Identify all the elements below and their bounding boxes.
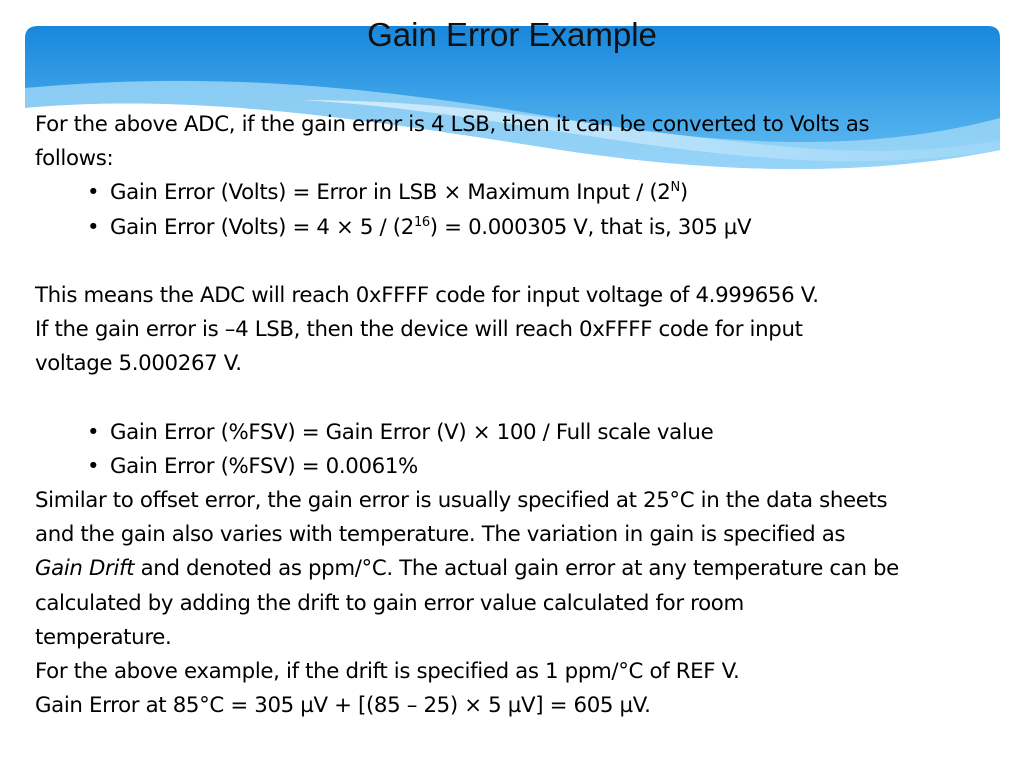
intro-line-1: For the above ADC, if the gain error is 4 LSB, then it can be converted to Volts as (35, 112, 870, 137)
bullet-text: Gain Error (%FSV) = Gain Error (V) × 100 / Full scale value (110, 419, 714, 445)
bullet-text: Gain Error (Volts) = Error in LSB × Maximum Input / (2 (110, 180, 671, 206)
temperature-line-1: Similar to offset error, the gain error is usually specified at 25°C in the data sheets (35, 488, 888, 514)
intro-line-2: follows: (35, 146, 114, 172)
spacer (35, 245, 1015, 279)
temperature-line-3 (35, 552, 1015, 586)
bullet-text-end: ) (679, 180, 688, 206)
temperature-line-4: calculated by adding the drift to gain error value calculated for room (35, 590, 744, 616)
bullet-text: Gain Error (Volts) = 4 × 5 / (2 (110, 214, 414, 240)
bullet-mark: • (87, 180, 100, 206)
drift-result-line: Gain Error at 85°C = 305 µV + [(85 – 25) × 5 µV] = 605 µV. (35, 693, 651, 719)
spacer (35, 382, 1015, 416)
bullet-superscript: N (670, 180, 680, 196)
bullet-text: Gain Error (%FSV) = 0.0061% (110, 453, 418, 479)
temperature-line-3-rest: and denoted as ppm/°C. The actual gain error at any temperature can be (134, 556, 899, 582)
bullet-mark: • (87, 214, 100, 240)
bullet-text-end: ) = 0.000305 V, that is, 305 µV (429, 214, 752, 240)
drift-example-line: For the above example, if the drift is specified as 1 ppm/°C of REF V. (35, 659, 740, 684)
bullet-formula-example (35, 211, 1015, 245)
negative-gain-line-1: If the gain error is –4 LSB, then the device will reach 0xFFFF code for input (35, 317, 803, 343)
bullet-mark: • (87, 419, 100, 445)
bullet-fsv-value (35, 450, 1015, 484)
slide-body (35, 108, 1015, 723)
slide-title: Gain Error Example (367, 16, 657, 53)
bullet-mark: • (87, 453, 100, 479)
temperature-line-5: temperature. (35, 624, 172, 650)
bullet-formula-general (35, 176, 1015, 210)
reach-line: This means the ADC will reach 0xFFFF code for input voltage of 4.999656 V. (35, 282, 819, 308)
gain-drift-term: Gain Drift (35, 556, 135, 582)
bullet-superscript: 16 (413, 214, 430, 230)
negative-gain-line-2: voltage 5.000267 V. (35, 351, 242, 377)
temperature-line-2: and the gain also varies with temperature. The variation in gain is specified as (35, 522, 846, 548)
bullet-fsv-formula (35, 416, 1015, 450)
